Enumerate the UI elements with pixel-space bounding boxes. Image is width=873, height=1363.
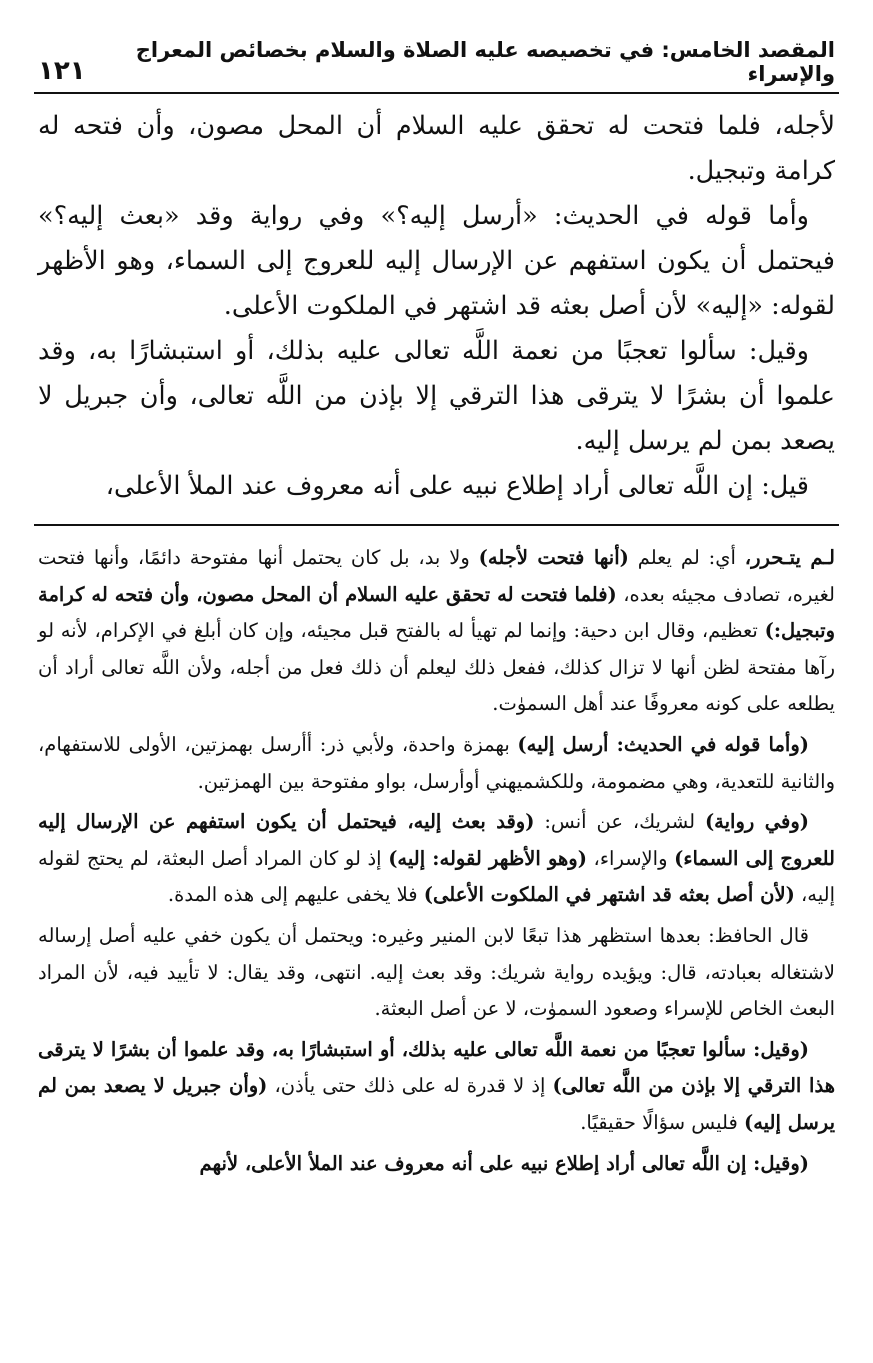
commentary-text-run: إذ لا قدرة له على ذلك حتى يأذن، bbox=[267, 1074, 553, 1098]
commentary-paragraph bbox=[38, 804, 835, 914]
commentary-text-run: فلا يخفى عليهم إلى هذه المدة. bbox=[167, 883, 424, 907]
commentary-text-run: ولا بد، بل كان يحتمل أنها مفتوحة دائمًا، وأنها فتحت لغيره، تصادف مجيئه بعده، bbox=[38, 546, 836, 606]
commentary-paragraph bbox=[38, 918, 835, 1028]
commentary-lemma: (وقيل: سألوا تعجبًا من نعمة اللَّه تعالى عليه بذلك، أو استبشارًا به، وقد علموا أن بشرًا لا يترقى هذا الترقي إلا بإذن من اللَّه تعالى) bbox=[38, 1037, 835, 1098]
commentary-text-run: بهمزة واحدة، ولأبي ذر: أأرسل بهمزتين، الأولى للاستفهام، والثانية للتعدية، وهي مضمومة، وللكشميهني أوأرسل، بواو مفتوحة بين الهمزتين. bbox=[38, 732, 835, 793]
main-paragraph: لأجله، فلما فتحت له تحقق عليه السلام أن المحل مصون، وأن فتحه له كرامة وتبجيل. bbox=[38, 111, 835, 186]
commentary-lemma: (وأما قوله في الحديث: أرسل إليه) bbox=[517, 732, 809, 756]
main-paragraph: وأما قوله في الحديث: «أرسل إليه؟» وفي رواية وقد «بعث إليه؟» فيحتمل أن يكون استفهم عن الإرسال إليه للعروج إلى السماء، وهو الأظهر لقوله: «إليه» لأن أصل بعثه قد اشتهر في الملكوت الأعلى. bbox=[38, 201, 835, 321]
commentary-paragraph bbox=[38, 1146, 835, 1183]
commentary-paragraph bbox=[38, 540, 835, 723]
commentary-lemma: (فلما فتحت له تحقق عليه السلام أن المحل مصون، وأن فتحه له كرامة وتبجيل:) bbox=[38, 582, 835, 643]
footnote-divider bbox=[34, 524, 839, 526]
main-text bbox=[38, 104, 835, 509]
commentary-text-run: أي: لم يعلم bbox=[628, 546, 745, 569]
commentary-lemma: (وقد بعث إليه، فيحتمل أن يكون استفهم عن الإرسال إليه للعروج إلى السماء) bbox=[38, 810, 836, 870]
commentary-text-run: تعظيم، وقال ابن دحية: وإنما لم تهيأ له بالفتح قبل مجيئه، وإن كان أبلغ في الإكرام، لأنه لو رآها مفتحة لظن أنها لا تزال كذلك، ففعل ذلك ليعلم أن ذلك فعل من أجله، ولأن اللَّه تعالى أراد أن يطلعه على كونه معروفًا عند أهل السموٰت. bbox=[38, 619, 835, 716]
commentary-lemma: (أنها فتحت لأجله) bbox=[478, 546, 629, 569]
running-header bbox=[38, 38, 835, 86]
commentary-text-run: فليس سؤالًا حقيقيًا. bbox=[580, 1110, 744, 1134]
commentary-lemma: (وقيل: إن اللَّه تعالى أراد إطلاع نبيه على أنه معروف عند الملأ الأعلى، لأنهم bbox=[199, 1151, 809, 1175]
page-number: ١٢١ bbox=[38, 56, 86, 86]
commentary-lemma: (لأن أصل بعثه قد اشتهر في الملكوت الأعلى) bbox=[423, 883, 795, 907]
commentary-lemma: (وهو الأظهر لقوله: إليه) bbox=[388, 846, 587, 870]
header-rule bbox=[34, 92, 839, 94]
commentary-text-run: والإسراء، bbox=[586, 846, 675, 870]
main-paragraph: وقيل: سألوا تعجبًا من نعمة اللَّه تعالى عليه بذلك، أو استبشارًا به، وقد علموا أن بشرًا لا يترقى هذا الترقي إلا بإذن من اللَّه تعالى، وأن جبريل لا يصعد بمن لم يرسل إليه. bbox=[38, 336, 835, 456]
commentary-text bbox=[38, 540, 835, 1186]
header-title: المقصد الخامس: في تخصيصه عليه الصلاة والسلام بخصائص المعراج والإسراء bbox=[135, 38, 835, 86]
main-paragraph: قيل: إن اللَّه تعالى أراد إطلاع نبيه على أنه معروف عند الملأ الأعلى، bbox=[105, 471, 809, 501]
commentary-lemma: (وفي رواية) bbox=[704, 810, 809, 834]
commentary-text-run: إذ لو كان المراد أصل البعثة، لم يحتج لقوله إليه، bbox=[38, 846, 835, 907]
commentary-text-run: قال الحافظ: بعدها استظهر هذا تبعًا لابن المنير وغيره: ويحتمل أن يكون خفي عليه أصل إرساله لاشتغاله بعبادته، قال: ويؤيده رواية شريك: وقد بعث إليه. انتهى، وقد يقال: لا تأييد فيه، لأن المراد البعث الخاص للإسراء وصعود السموٰت، لا عن أصل البعثة. bbox=[38, 923, 835, 1021]
commentary-lemma: لـم يتـحرر، bbox=[744, 546, 835, 569]
commentary-text-run: لشريك، عن أنس: bbox=[534, 810, 705, 834]
commentary-lemma: (وأن جبريل لا يصعد بمن لم يرسل إليه) bbox=[38, 1074, 835, 1134]
commentary-paragraph bbox=[38, 727, 835, 800]
commentary-paragraph bbox=[38, 1032, 835, 1142]
